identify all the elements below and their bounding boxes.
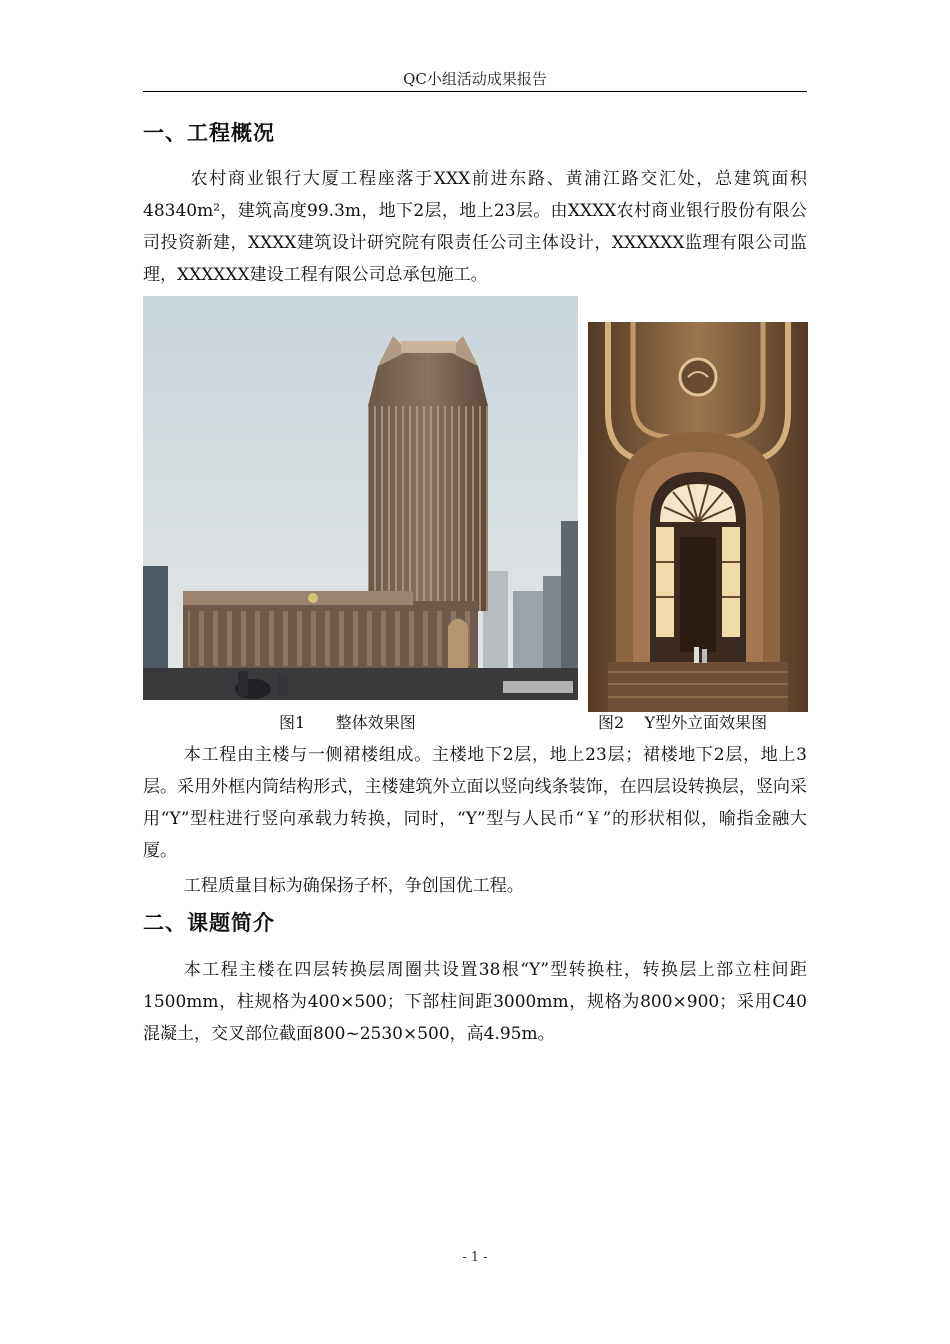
building-rendering-image (143, 296, 578, 700)
paragraph-structure: 本工程由主楼与一侧裙楼组成。主楼地下2层，地上23层；裙楼地下2层，地上3层。采用外框内筒结构形式，主楼建筑外立面以竖向线条装饰，在四层设转换层，竖向采用“Y”型柱进行竖向承载力转换，同时，“Y”型与人民币“￥”的形状相似，喻指金融大厦。 (143, 745, 807, 861)
paragraph-quality-goal: 工程质量目标为确保扬子杯，争创国优工程。 (183, 876, 524, 896)
section-heading-topic: 二、课题简介 (143, 911, 275, 935)
paragraph-overview: 农村商业银行大厦工程座落于XXX前进东路、黄浦江路交汇处，总建筑面积48340m²，建筑高度99.3m，地下2层，地上23层。由XXXX农村商业银行股份有限公司投资新建，XXXX建筑设计研究院有限责任公司主体设计，XXXXXX监理有限公司监理，XXXXXX建设工程有限公司总承包施工。 (143, 169, 807, 285)
section-heading-overview: 一、工程概况 (143, 121, 275, 145)
header-title: QC小组活动成果报告 (403, 70, 547, 88)
paragraph-topic: 本工程主楼在四层转换层周圈共设置38根“Y”型转换柱，转换层上部立柱间距1500mm，柱规格为400×500；下部柱间距3000mm，规格为800×900；采用C40混凝土，交叉部位截面800~2530×500，高4.95m。 (143, 960, 807, 1044)
page-number: - 1 - (462, 1250, 488, 1265)
header-rule (143, 91, 807, 92)
facade-rendering-image (588, 322, 808, 712)
figure-1-caption: 图1 整体效果图 (279, 713, 416, 732)
figure-2-caption: 图2 Y型外立面效果图 (598, 713, 768, 732)
figure-y-facade-rendering (588, 322, 808, 712)
figure-overall-rendering (143, 296, 578, 700)
